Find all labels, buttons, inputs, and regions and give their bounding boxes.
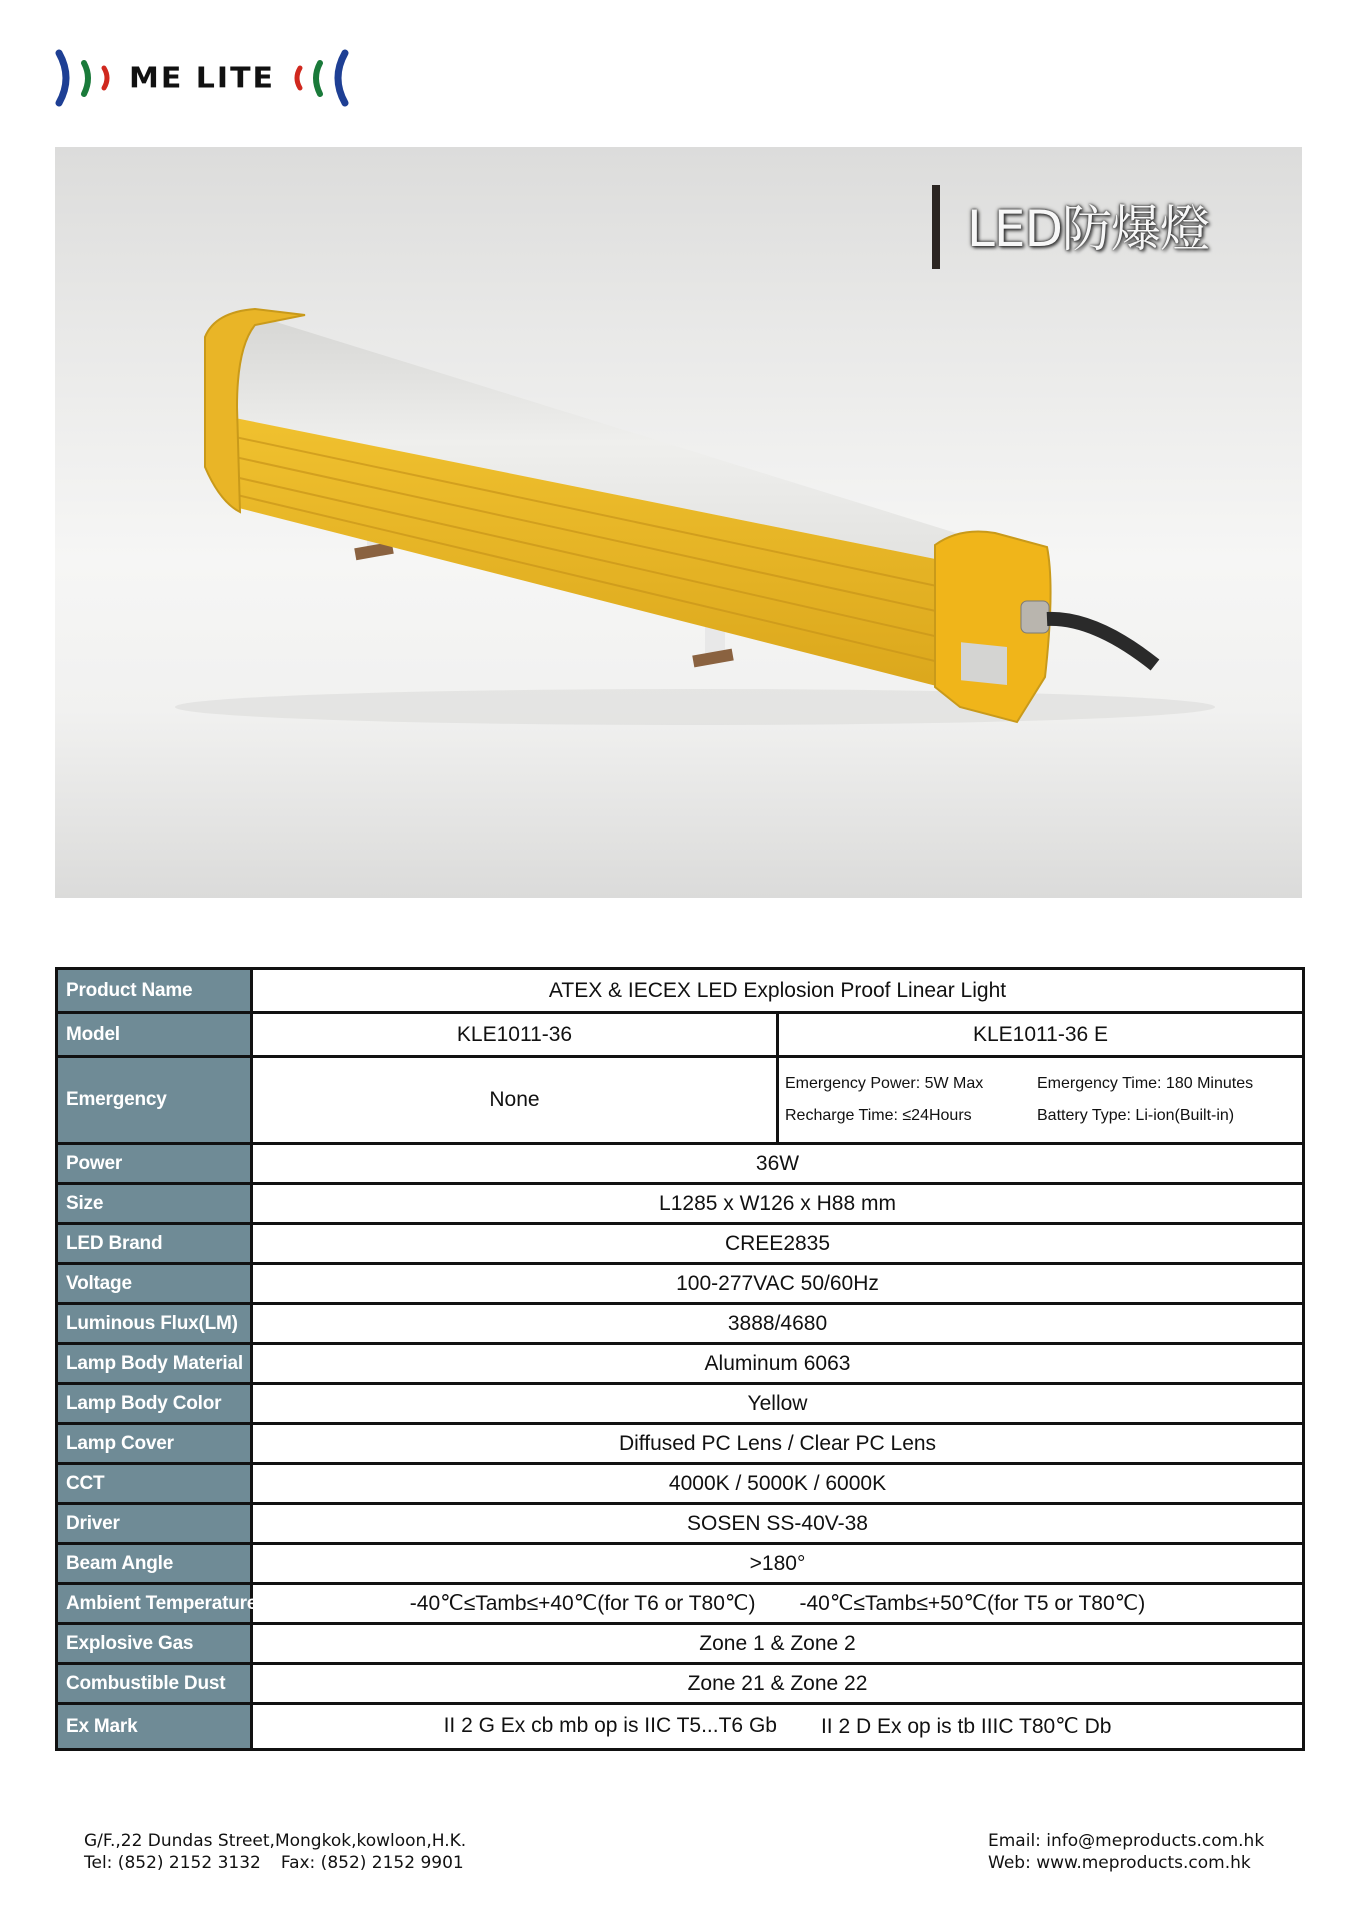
fax: Fax: (852) 2152 9901 — [280, 1853, 464, 1873]
label-beam-angle: Beam Angle — [57, 1544, 252, 1584]
value-luminous-flux: 3888/4680 — [252, 1304, 1304, 1344]
label-explosive-gas: Explosive Gas — [57, 1624, 252, 1664]
label-lamp-body-color: Lamp Body Color — [57, 1384, 252, 1424]
label-lamp-body-material: Lamp Body Material — [57, 1344, 252, 1384]
brand-logo — [55, 48, 349, 108]
row-beam-angle — [57, 1544, 1304, 1584]
row-emergency — [57, 1057, 1304, 1144]
signal-waves-right-icon — [285, 48, 349, 108]
spec-table — [55, 967, 1305, 1751]
battery-type: Battery Type: Li-ion(Built-in) — [1037, 1107, 1235, 1124]
label-lamp-cover: Lamp Cover — [57, 1424, 252, 1464]
label-product-name: Product Name — [57, 969, 252, 1013]
label-ex-mark: Ex Mark — [57, 1704, 252, 1750]
row-led-brand — [57, 1224, 1304, 1264]
website-link[interactable]: Web: www.meproducts.com.hk — [988, 1853, 1251, 1873]
ambient-temp-t5: -40℃≤Tamb≤+50℃(for T5 or T80℃) — [799, 1592, 1146, 1615]
label-combustible-dust: Combustible Dust — [57, 1664, 252, 1704]
ex-mark-gas: II 2 G Ex cb mb op is IIC T5...T6 Gb — [443, 1714, 777, 1737]
label-driver: Driver — [57, 1504, 252, 1544]
value-model-emergency: KLE1011-36 E — [778, 1013, 1304, 1057]
label-cct: CCT — [57, 1464, 252, 1504]
address: G/F.,22 Dundas Street,Mongkok,kowloon,H.K. — [84, 1831, 467, 1851]
value-combustible-dust: Zone 21 & Zone 22 — [252, 1664, 1304, 1704]
row-combustible-dust — [57, 1664, 1304, 1704]
emergency-time: Emergency Time: 180 Minutes — [1037, 1075, 1254, 1092]
row-ambient-temperature — [57, 1584, 1304, 1624]
row-lamp-body-color — [57, 1384, 1304, 1424]
recharge-time: Recharge Time: ≤24Hours — [785, 1107, 972, 1124]
row-voltage — [57, 1264, 1304, 1304]
brand-name: ME LITE — [129, 61, 276, 95]
value-product-name: ATEX & IECEX LED Explosion Proof Linear Light — [252, 969, 1304, 1013]
signal-waves-left-icon — [55, 48, 119, 108]
label-luminous-flux: Luminous Flux(LM) — [57, 1304, 252, 1344]
row-product-name — [57, 969, 1304, 1013]
phone-line — [84, 1852, 466, 1874]
row-power — [57, 1144, 1304, 1184]
product-hero-image — [55, 147, 1302, 898]
row-luminous-flux — [57, 1304, 1304, 1344]
explosion-proof-lamp-illustration — [55, 147, 1302, 898]
footer-contact-address — [84, 1830, 466, 1874]
value-emergency-none: None — [252, 1057, 778, 1144]
row-size — [57, 1184, 1304, 1224]
row-model — [57, 1013, 1304, 1057]
row-cct — [57, 1464, 1304, 1504]
value-lamp-body-material: Aluminum 6063 — [252, 1344, 1304, 1384]
ambient-temp-t6: -40℃≤Tamb≤+40℃(for T6 or T80℃) — [409, 1592, 756, 1615]
row-lamp-cover — [57, 1424, 1304, 1464]
row-ex-mark — [57, 1704, 1304, 1750]
value-power: 36W — [252, 1144, 1304, 1184]
value-model-standard: KLE1011-36 — [252, 1013, 778, 1057]
footer-contact-online — [988, 1830, 1264, 1874]
value-led-brand: CREE2835 — [252, 1224, 1304, 1264]
value-driver: SOSEN SS-40V-38 — [252, 1504, 1304, 1544]
hero-title: LED防爆燈 — [967, 200, 1209, 258]
row-lamp-body-material — [57, 1344, 1304, 1384]
email-link[interactable]: Email: info@meproducts.com.hk — [988, 1831, 1265, 1851]
value-lamp-cover: Diffused PC Lens / Clear PC Lens — [252, 1424, 1304, 1464]
telephone: Tel: (852) 2152 3132 — [84, 1853, 261, 1873]
emergency-power: Emergency Power: 5W Max — [785, 1075, 984, 1092]
value-explosive-gas: Zone 1 & Zone 2 — [252, 1624, 1304, 1664]
value-cct: 4000K / 5000K / 6000K — [252, 1464, 1304, 1504]
label-emergency: Emergency — [57, 1057, 252, 1144]
ex-mark-dust: II 2 D Ex op is tb IIIC T80℃ Db — [820, 1715, 1112, 1738]
value-ambient-temperature — [252, 1584, 1304, 1624]
label-model: Model — [57, 1013, 252, 1057]
label-led-brand: LED Brand — [57, 1224, 252, 1264]
label-size: Size — [57, 1184, 252, 1224]
value-beam-angle: >180° — [252, 1544, 1304, 1584]
value-emergency-details — [778, 1057, 1304, 1144]
label-ambient-temperature: Ambient Temperature — [57, 1584, 252, 1624]
label-power: Power — [57, 1144, 252, 1184]
row-explosive-gas — [57, 1624, 1304, 1664]
label-voltage: Voltage — [57, 1264, 252, 1304]
value-lamp-body-color: Yellow — [252, 1384, 1304, 1424]
value-size: L1285 x W126 x H88 mm — [252, 1184, 1304, 1224]
value-ex-mark — [252, 1704, 1304, 1750]
row-driver — [57, 1504, 1304, 1544]
value-voltage: 100-277VAC 50/60Hz — [252, 1264, 1304, 1304]
